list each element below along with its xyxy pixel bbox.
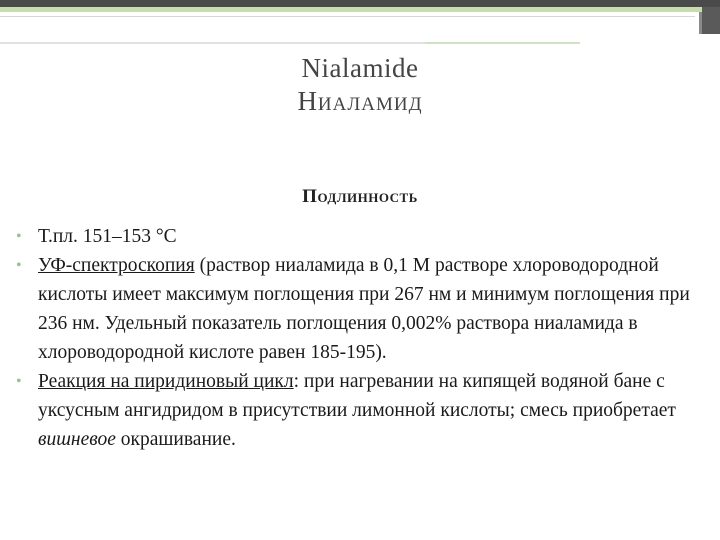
header-divider bbox=[0, 16, 695, 17]
bullet-text: (раствор ниаламида в 0,1 М растворе хлороводородной кислоты имеет максимум поглощения при 267 нм и минимум поглощения при 236 нм. Удельный показатель поглощения 0,002% раствора ниаламида в хлороводородной кислоте равен 185-195). bbox=[38, 255, 690, 363]
pyridine-reaction-link[interactable]: Реакция на пиридиновый цикл bbox=[38, 371, 294, 392]
bullet-emphasis: вишневое bbox=[38, 429, 116, 450]
bullet-dot-icon: • bbox=[16, 257, 22, 274]
title-line-latin: Nialamide bbox=[301, 53, 419, 83]
bullet-text: Т.пл. 151–153 °С bbox=[38, 226, 177, 247]
header-side-block bbox=[702, 7, 720, 34]
bullet-item-pyridine-reaction bbox=[16, 367, 696, 454]
title-line-russian: Ниаламид bbox=[297, 86, 423, 116]
title-rule-left bbox=[0, 42, 425, 44]
bullet-list bbox=[16, 222, 696, 454]
bullet-item-melting-point bbox=[16, 222, 696, 251]
bullet-text-end: окрашивание. bbox=[115, 429, 236, 450]
title-rule-right bbox=[425, 42, 580, 44]
section-subtitle: Подлинность bbox=[302, 186, 418, 207]
slide-header-bar bbox=[0, 0, 720, 34]
header-green-stripe bbox=[0, 7, 720, 12]
bullet-dot-icon: • bbox=[16, 228, 22, 245]
bullet-item-uv-spectroscopy bbox=[16, 251, 696, 367]
slide-title bbox=[0, 52, 720, 118]
uv-spectroscopy-link[interactable]: УФ-спектроскопия bbox=[38, 255, 195, 276]
bullet-dot-icon: • bbox=[16, 373, 22, 390]
bullet-text: : при нагревании на кипящей водяной бане с уксусным ангидридом в присутствии лимонной кислоты; смесь приобретает bbox=[38, 371, 676, 421]
header-dark-stripe bbox=[0, 0, 720, 7]
